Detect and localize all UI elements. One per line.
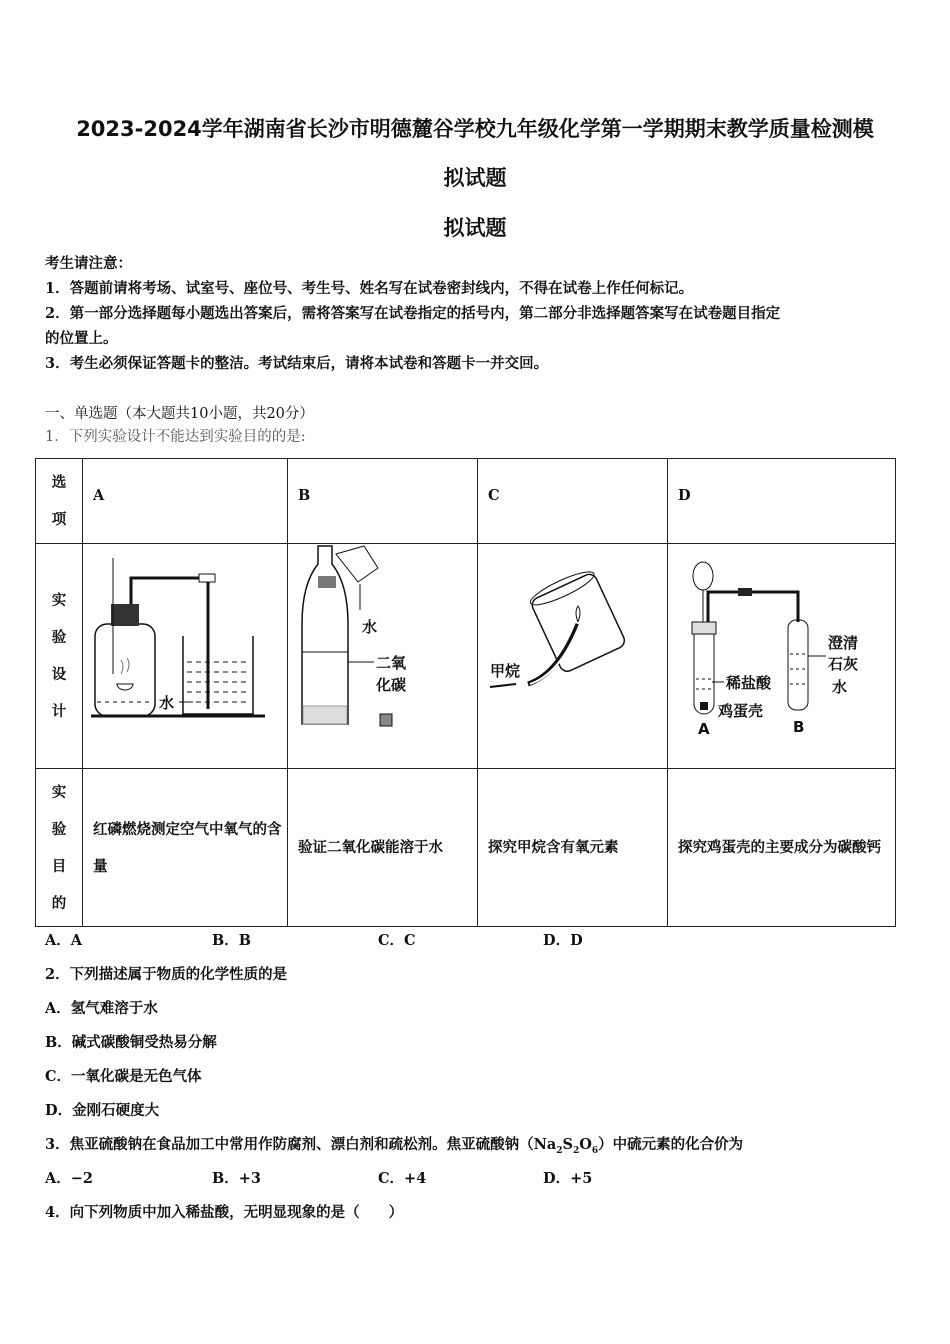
q2-choice-b[interactable]: B．碱式碳酸铜受热易分解 bbox=[45, 1034, 217, 1051]
title-line-2: 拟试题 bbox=[443, 166, 507, 190]
q1-choice-a[interactable]: A．A bbox=[45, 932, 83, 949]
row-header-options: 选 项 bbox=[36, 459, 83, 544]
q3-choice-c[interactable]: C．+4 bbox=[378, 1170, 427, 1187]
question-2-stem: 2．下列描述属于物质的化学性质的是 bbox=[45, 966, 288, 983]
q2-choice-d[interactable]: D．金刚石硬度大 bbox=[45, 1102, 160, 1119]
question-1-table bbox=[35, 458, 896, 927]
row-header-purpose: 实 验 目 的 bbox=[36, 769, 83, 927]
notice-item: 1．答题前请将考场、试室号、座位号、考生号、姓名写在试卷密封线内，不得在试卷上作任何标记。 bbox=[45, 280, 694, 297]
question-1-stem: 1．下列实验设计不能达到实验目的的是: bbox=[45, 429, 306, 445]
option-a-header: A bbox=[83, 459, 288, 544]
purpose-d: 探究鸡蛋壳的主要成分为碳酸钙 bbox=[668, 769, 896, 927]
q2-choice-a[interactable]: A．氢气难溶于水 bbox=[45, 1000, 158, 1017]
q1-choice-c[interactable]: C．C bbox=[378, 932, 416, 949]
label-water: 水 bbox=[362, 618, 378, 636]
section-heading: 一、单选题（本大题共10小题，共20分） bbox=[45, 406, 314, 422]
option-d-header: D bbox=[668, 459, 896, 544]
purpose-c: 探究甲烷含有氧元素 bbox=[478, 769, 668, 927]
label-limewater: 水 bbox=[832, 678, 848, 696]
q3-choice-a[interactable]: A．−2 bbox=[45, 1170, 93, 1187]
methane-burning-diagram bbox=[478, 544, 667, 764]
title-line-3: 拟试题 bbox=[443, 216, 507, 240]
label-tube-b: B bbox=[793, 718, 805, 736]
label-limewater: 澄清 bbox=[828, 634, 859, 652]
diagram-b-cell bbox=[288, 544, 478, 769]
question-4-stem: 4．向下列物质中加入稀盐酸，无明显现象的是（ ） bbox=[45, 1204, 404, 1221]
co2-bottle-diagram bbox=[288, 544, 477, 764]
q1-choice-b[interactable]: B．B bbox=[212, 932, 252, 949]
label-limewater: 石灰 bbox=[828, 655, 859, 673]
option-b-header: B bbox=[288, 459, 478, 544]
eggshell-acid-diagram bbox=[668, 544, 894, 764]
label-co2: 二氧 bbox=[376, 654, 407, 672]
label-tube-a: A bbox=[698, 720, 710, 738]
notice-item: 2．第一部分选择题每小题选出答案后，需将答案写在试卷指定的括号内，第二部分非选择题答案写在试卷题目指定 bbox=[45, 305, 781, 322]
notice-item: 3．考生必须保证答题卡的整洁。考试结束后，请将本试卷和答题卡一并交回。 bbox=[45, 355, 549, 372]
diagram-d-cell bbox=[668, 544, 896, 769]
purpose-b: 验证二氧化碳能溶于水 bbox=[288, 769, 478, 927]
label-acid: 稀盐酸 bbox=[726, 674, 772, 692]
row-header-design: 实 验 设 计 bbox=[36, 544, 83, 769]
q2-choice-c[interactable]: C．一氧化碳是无色气体 bbox=[45, 1068, 202, 1085]
q1-choice-d[interactable]: D．D bbox=[543, 932, 583, 949]
phosphorus-apparatus-diagram bbox=[83, 544, 287, 764]
notice-heading: 考生请注意： bbox=[45, 255, 132, 272]
label-methane: 甲烷 bbox=[490, 662, 521, 680]
diagram-a-cell bbox=[83, 544, 288, 769]
notice-item: 的位置上。 bbox=[45, 330, 118, 347]
diagram-c-cell bbox=[478, 544, 668, 769]
q3-choice-b[interactable]: B．+3 bbox=[212, 1170, 261, 1187]
title-line-1: 2023-2024学年湖南省长沙市明德麓谷学校九年级化学第一学期期末教学质量检测模 bbox=[76, 117, 874, 141]
purpose-a: 红磷燃烧测定空气中氧气的含量 bbox=[83, 769, 288, 927]
label-eggshell: 鸡蛋壳 bbox=[718, 702, 764, 720]
label-co2: 化碳 bbox=[376, 676, 407, 694]
question-3-stem: 3．焦亚硫酸钠在食品加工中常用作防腐剂、漂白剂和疏松剂。焦亚硫酸钠$(Na_2S_2O_6)$中硫元素的化合价为 bbox=[45, 1136, 744, 1156]
option-c-header: C bbox=[478, 459, 668, 544]
q3-choice-d[interactable]: D．+5 bbox=[543, 1170, 593, 1187]
label-water: 水 bbox=[159, 694, 175, 712]
